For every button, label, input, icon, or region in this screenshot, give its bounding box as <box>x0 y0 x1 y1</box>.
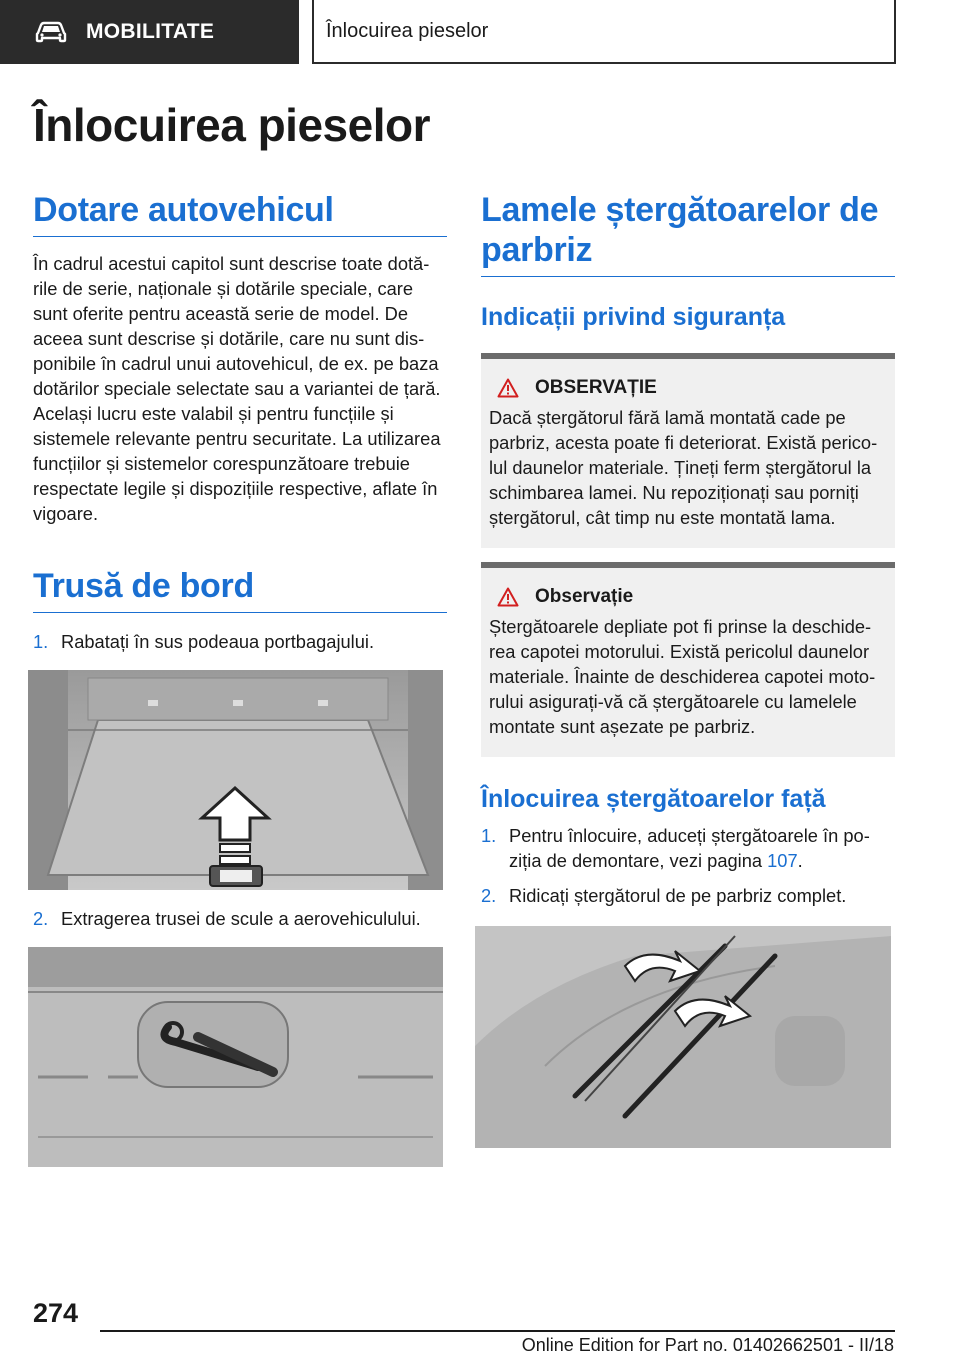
front-wipers-steps <box>481 823 895 908</box>
page-number: 274 <box>33 1298 79 1328</box>
step-text: Extragerea trusei de scule a aerovehiculului. <box>61 908 421 929</box>
warning-icon <box>497 587 519 607</box>
step-text-end: . <box>797 850 803 871</box>
list-item <box>33 629 447 654</box>
right-column <box>481 190 895 1148</box>
page-header <box>0 0 960 66</box>
notice-box-warning <box>481 353 895 548</box>
edition-text: Online Edition for Part no. 01402662501 - II/18 <box>521 1335 894 1355</box>
safety-heading: Indicații privind siguranța <box>481 303 786 331</box>
wipers-image <box>475 926 891 1148</box>
section-tab[interactable] <box>0 0 299 64</box>
chapter-tab[interactable]: Înlocuirea pieselor <box>312 0 896 64</box>
step-text-main: Pentru înlocuire, aduceți ștergătoarele în poziția de demontare, vezi pagina <box>509 825 870 871</box>
step-number: 1. <box>481 825 497 846</box>
notice-title: OBSERVAȚIE <box>535 377 657 398</box>
list-item <box>481 883 895 908</box>
step-text <box>509 823 895 873</box>
footer-divider <box>100 1330 895 1332</box>
step-number: 2. <box>33 908 49 929</box>
toolkit-image <box>28 947 443 1167</box>
list-item <box>33 906 447 931</box>
notice-title: Observație <box>535 586 634 607</box>
toolkit-steps-2 <box>33 906 447 931</box>
notice-text: Dacă ștergătorul fără lamă montată cade pe parbriz, acesta poate fi deteriorat. Există pericolul daunelor materiale. Țineți ferm ștergătorul la schimbarea lamei. Nu repoziționați sau porniți ștergătorul, cât timp nu este montată lama. <box>489 407 878 528</box>
step-number: 2. <box>481 885 497 906</box>
list-item <box>481 823 895 873</box>
page-link[interactable]: 107 <box>767 850 798 871</box>
car-icon <box>34 21 68 43</box>
equipment-text: În cadrul acestui capitol sunt descrise toate dotările de serie, naționale și dotările speciale, care sunt oferite pentru această serie de model. De aceea sunt descrise și dotările, care nu sunt disponibile în cadrul unui autovehicul, de ex. pe baza dotărilor speciale selectate sau a variantei de țară. Același lucru este valabil și pentru funcțiile și sistemele relevante pentru securitate. La utilizarea funcțiilor și sistemelor corespunzătoare trebuie respectate legile și dispozițiile respective, aflate în vigoare. <box>33 253 441 524</box>
toolkit-heading: Trusă de bord <box>33 566 447 613</box>
equipment-heading: Dotare autovehicul <box>33 190 447 237</box>
left-column <box>33 190 447 1167</box>
step-text: Rabatați în sus podeaua portbagajului. <box>61 631 375 652</box>
section-tab-label: MOBILITATE <box>86 20 215 43</box>
notice-head <box>497 586 887 608</box>
notice-head <box>497 377 887 399</box>
notice-box-info <box>481 562 895 757</box>
page-title: Înlocuirea pieselor <box>33 99 430 151</box>
trunk-floor-image <box>28 670 443 890</box>
front-wipers-heading: Înlocuirea ștergătoarelor față <box>481 785 826 813</box>
warning-icon <box>497 378 519 398</box>
step-text: Ridicați ștergătorul de pe parbriz complet. <box>509 885 847 906</box>
step-number: 1. <box>33 631 49 652</box>
wipers-heading: Lamele ștergătoarelor de parbriz <box>481 190 895 277</box>
toolkit-steps <box>33 629 447 654</box>
notice-text: Ștergătoarele depliate pot fi prinse la deschiderea capotei motorului. Există pericolul daunelor materiale. Înainte de deschiderea capotei motorului asigurați-vă că ștergătoarele cu lamelele montate sunt așezate pe parbriz. <box>489 616 876 737</box>
